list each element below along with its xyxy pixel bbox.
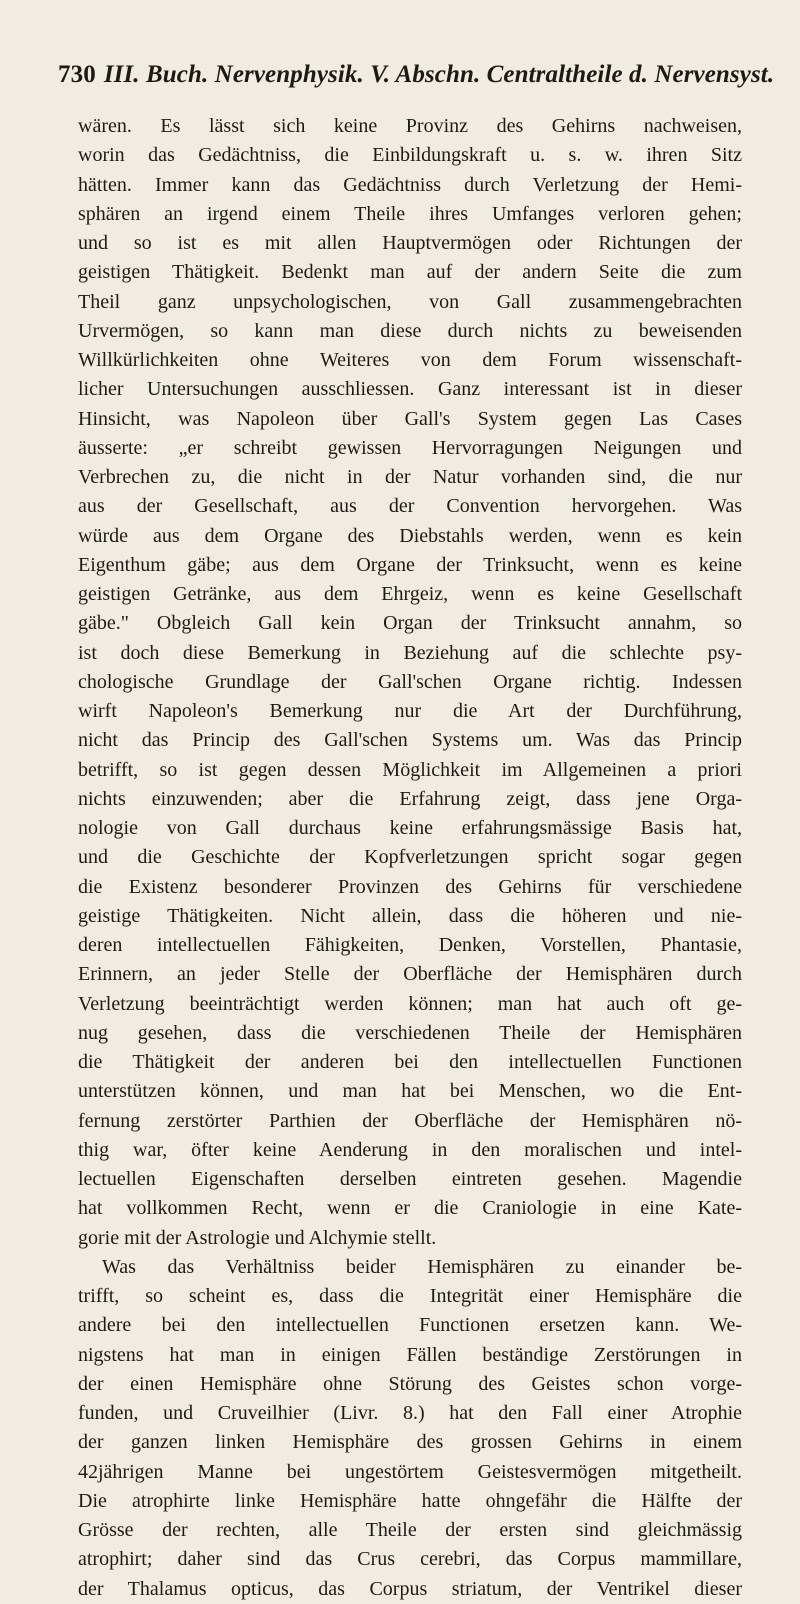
text-line: würde aus dem Organe des Diebstahls werden, wenn es kein — [78, 524, 742, 547]
text-line: licher Untersuchungen ausschliessen. Ganz interessant ist in dieser — [78, 378, 742, 401]
text-line: Die atrophirte linke Hemisphäre hatte ohngefähr die Hälfte der — [78, 1489, 742, 1512]
text-line: Urvermögen, so kann man diese durch nichts zu beweisenden — [78, 319, 742, 342]
text-line: Willkürlichkeiten ohne Weiteres von dem Forum wissenschaft- — [78, 349, 742, 371]
text-line: Grösse der rechten, alle Theile der ersten sind gleichmässig — [78, 1519, 742, 1541]
text-line: der ganzen linken Hemisphäre des grossen Gehirns in einem — [78, 1431, 742, 1454]
page-number: 730 — [58, 61, 96, 88]
text-line: 42jährigen Manne bei ungestörtem Geistesvermögen mitgetheilt. — [78, 1460, 742, 1483]
text-line: der Thalamus opticus, das Corpus striatum, der Ventrikel dieser — [78, 1577, 742, 1600]
text-line: funden, und Cruveilhier (Livr. 8.) hat den Fall einer Atrophie — [78, 1402, 742, 1424]
text-line: aus der Gesellschaft, aus der Convention hervorgehen. Was — [78, 495, 742, 518]
text-line: Hinsicht, was Napoleon über Gall's System gegen Las Cases — [78, 407, 742, 430]
text-line: geistigen Getränke, aus dem Ehrgeiz, wenn es keine Gesellschaft — [78, 583, 742, 605]
text-line: Verbrechen zu, die nicht in der Natur vorhanden sind, die nur — [78, 466, 742, 488]
text-line: gäbe." Obgleich Gall kein Organ der Trinksucht annahm, so — [78, 612, 742, 635]
text-line: nigstens hat man in einigen Fällen beständige Zerstörungen in — [78, 1343, 742, 1366]
text-line: chologische Grundlage der Gall'schen Organe richtig. Indessen — [78, 670, 742, 693]
text-line: gorie mit der Astrologie und Alchymie stellt. — [78, 1226, 437, 1249]
text-line: nologie von Gall durchaus keine erfahrungsmässige Basis hat, — [78, 817, 742, 839]
text-line: lectuellen Eigenschaften derselben eintreten gesehen. Magendie — [78, 1168, 742, 1190]
text-line: ist doch diese Bemerkung in Beziehung auf die schlechte psy- — [78, 641, 742, 664]
text-line: nug gesehen, dass die verschiedenen Theile der Hemisphären — [78, 1021, 742, 1044]
text-line: Was das Verhältniss beider Hemisphären zu einander be- — [102, 1255, 742, 1278]
text-line: atrophirt; daher sind das Crus cerebri, das Corpus mammillare, — [78, 1548, 742, 1571]
text-line: und die Geschichte der Kopfverletzungen spricht sogar gegen — [78, 846, 742, 869]
text-line: andere bei den intellectuellen Functionen ersetzen kann. We- — [78, 1314, 742, 1337]
text-line: geistige Thätigkeiten. Nicht allein, dass die höheren und nie- — [78, 904, 742, 927]
text-line: nichts einzuwenden; aber die Erfahrung zeigt, dass jene Orga- — [78, 787, 742, 810]
text-line: geistigen Thätigkeit. Bedenkt man auf der andern Seite die zum — [78, 261, 742, 284]
text-line: die Existenz besonderer Provinzen des Gehirns für verschiedene — [78, 875, 742, 898]
text-line: hat vollkommen Recht, wenn er die Craniologie in eine Kate- — [78, 1197, 742, 1220]
text-line: sphären an irgend einem Theile ihres Umfanges verloren gehen; — [78, 202, 742, 225]
text-line: wären. Es lässt sich keine Provinz des Gehirns nachweisen, — [78, 115, 742, 137]
text-line: thig war, öfter keine Aenderung in den moralischen und intel- — [78, 1138, 742, 1161]
text-line: hätten. Immer kann das Gedächtniss durch Verletzung der Hemi- — [78, 173, 742, 196]
text-line: wirft Napoleon's Bemerkung nur die Art der Durchführung, — [78, 700, 742, 722]
running-head — [58, 60, 775, 90]
text-line: äusserte: „er schreibt gewissen Hervorragungen Neigungen und — [78, 436, 742, 459]
text-line: die Thätigkeit der anderen bei den intellectuellen Functionen — [78, 1051, 742, 1073]
running-title: III. Buch. Nervenphysik. V. Abschn. Centraltheile d. Nervensyst. — [103, 61, 775, 88]
text-line: Theil ganz unpsychologischen, von Gall zusammengebrachten — [78, 290, 742, 313]
text-line: worin das Gedächtniss, die Einbildungskraft u. s. w. ihren Sitz — [78, 144, 742, 167]
text-line: Verletzung beeinträchtigt werden können; man hat auch oft ge- — [78, 992, 742, 1015]
text-line: fernung zerstörter Parthien der Oberfläche der Hemisphären nö- — [78, 1109, 742, 1132]
text-line: unterstützen können, und man hat bei Menschen, wo die Ent- — [78, 1080, 742, 1103]
text-line: deren intellectuellen Fähigkeiten, Denken, Vorstellen, Phantasie, — [78, 934, 742, 956]
text-line: betrifft, so ist gegen dessen Möglichkeit im Allgemeinen a priori — [78, 758, 742, 781]
text-line: nicht das Princip des Gall'schen Systems um. Was das Princip — [78, 729, 742, 752]
text-line: Eigenthum gäbe; aus dem Organe der Trinksucht, wenn es keine — [78, 553, 742, 576]
body-text — [78, 112, 742, 1604]
text-line: und so ist es mit allen Hauptvermögen oder Richtungen der — [78, 232, 742, 254]
text-line: trifft, so scheint es, dass die Integrität einer Hemisphäre die — [78, 1285, 742, 1307]
text-line: Erinnern, an jeder Stelle der Oberfläche der Hemisphären durch — [78, 963, 742, 986]
text-line: der einen Hemisphäre ohne Störung des Geistes schon vorge- — [78, 1372, 742, 1395]
